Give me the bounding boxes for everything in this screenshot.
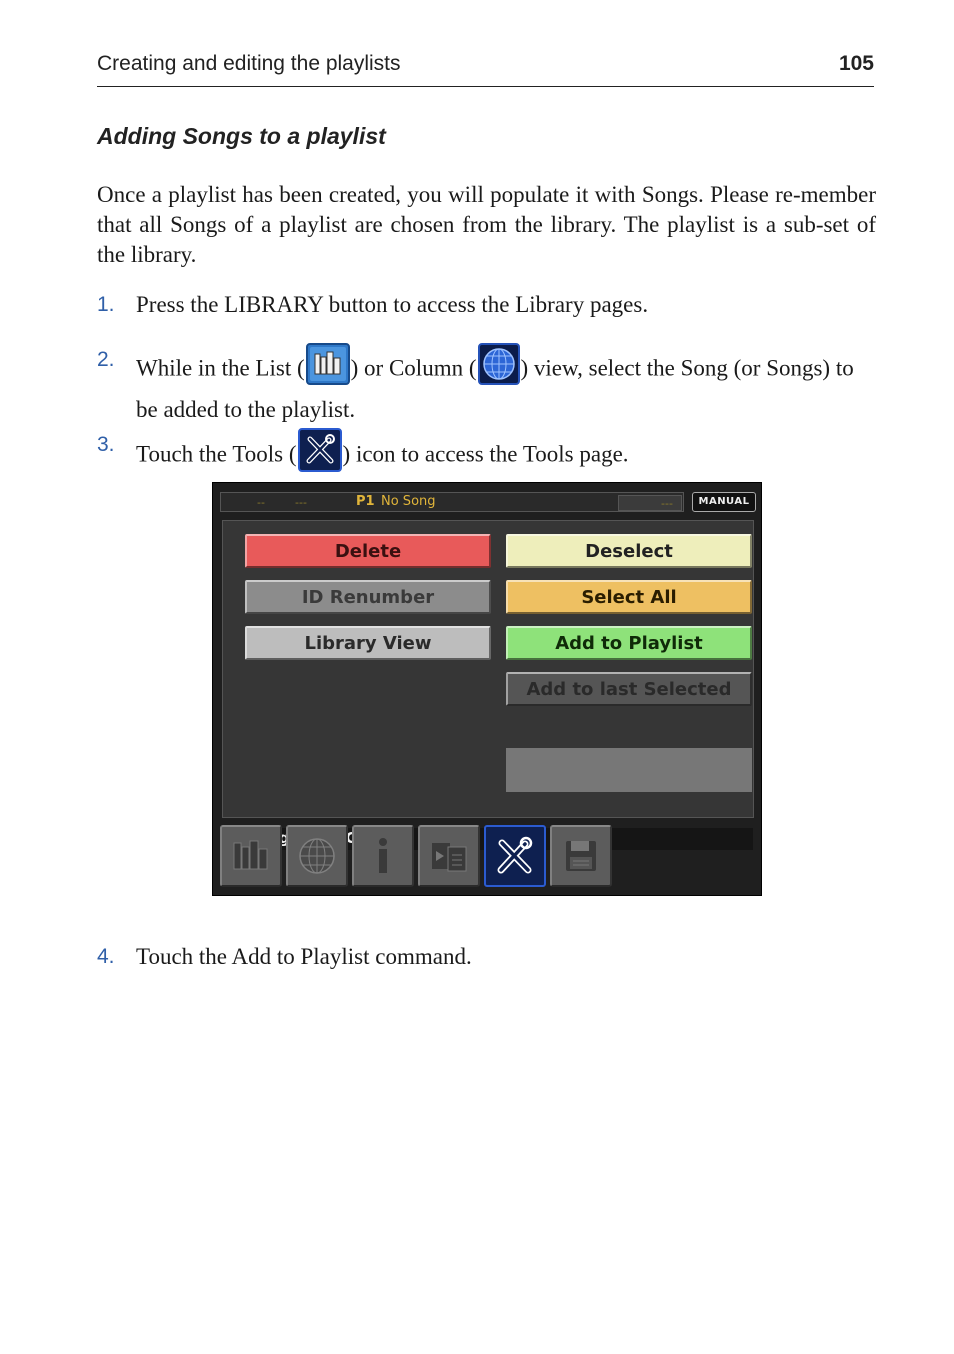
step-text: Touch the Add to Playlist command. (136, 944, 472, 969)
step-number: 3. (97, 433, 115, 456)
tools-icon (298, 428, 342, 480)
step-number: 2. (97, 348, 115, 371)
step-text-part: Touch the Tools ( (136, 441, 297, 467)
list-icon (228, 833, 274, 879)
step-number: 1. (97, 293, 115, 316)
status-bar (220, 490, 756, 514)
delete-button[interactable]: Delete (245, 534, 491, 568)
song-status-box (220, 492, 684, 512)
step-text-part: ) view, select the Song (or Songs) to be added to the playlist. (136, 355, 854, 422)
add-to-playlist-button[interactable]: Add to Playlist (506, 626, 752, 660)
globe-icon (478, 343, 520, 393)
step-text: Press the LIBRARY button to access the Library pages. (136, 292, 649, 317)
step-number: 4. (97, 945, 115, 968)
tab-tools[interactable] (484, 825, 546, 887)
id-renumber-button[interactable]: ID Renumber (245, 580, 491, 614)
tab-list-view[interactable] (220, 825, 282, 887)
intro-paragraph: Once a playlist has been created, you will populate it with Songs. Please re-member that all Songs of a playlist are chosen from the library. The playlist is a sub-set of the library. (97, 182, 876, 267)
status-dash: --- (295, 496, 307, 509)
status-right-field (618, 495, 682, 511)
tab-bar (220, 825, 756, 889)
deselect-button[interactable]: Deselect (506, 534, 752, 568)
empty-button-slot (506, 748, 752, 792)
status-dash: --- (661, 497, 673, 510)
page-number: 105 (838, 52, 874, 75)
command-area (222, 520, 754, 818)
manual-mode-badge[interactable]: MANUAL (692, 492, 756, 512)
step-text (136, 345, 877, 425)
add-to-last-selected-button[interactable]: Add to last Selected (506, 672, 752, 706)
select-all-button[interactable]: Select All (506, 580, 752, 614)
tab-save[interactable] (550, 825, 612, 887)
tools-icon (492, 833, 538, 879)
step-text-part: ) icon to access the Tools page. (342, 441, 629, 467)
tab-info[interactable] (352, 825, 414, 887)
step-text-part: ) or Column ( (350, 355, 477, 381)
tools-page-screenshot (212, 482, 762, 896)
status-dash: -- (257, 496, 265, 509)
tab-import[interactable] (418, 825, 480, 887)
header-title: Creating and editing the playlists (97, 52, 401, 75)
save-icon (558, 833, 604, 879)
list-view-icon (306, 343, 350, 393)
info-icon (360, 833, 406, 879)
page-header (97, 52, 874, 87)
current-song: No Song (381, 494, 436, 509)
program-number: P1 (356, 494, 375, 509)
step-text-part: While in the List ( (136, 355, 305, 381)
step-text (136, 430, 877, 482)
tab-column-view[interactable] (286, 825, 348, 887)
globe-icon (294, 833, 340, 879)
import-icon (426, 833, 472, 879)
library-view-button[interactable]: Library View (245, 626, 491, 660)
section-title: Adding Songs to a playlist (97, 123, 386, 149)
